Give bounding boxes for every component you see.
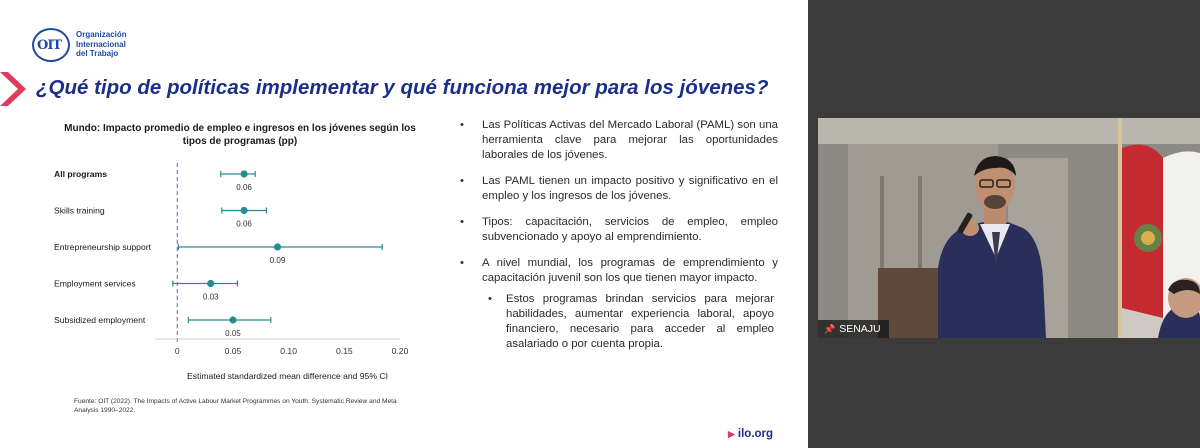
bullet-list	[458, 118, 778, 352]
category-label: Entrepreneurship support	[54, 242, 151, 252]
pin-icon: 📌	[824, 324, 836, 334]
value-label: 0.05	[225, 329, 241, 338]
category-label: Employment services	[54, 278, 136, 289]
chart-title: Mundo: Impacto promedio de empleo e ingresos en los jóvenes según los tipos de programas (pp)	[64, 123, 416, 147]
estimate-point	[274, 243, 281, 250]
value-label: 0.09	[269, 256, 286, 265]
participant-name-tag	[818, 320, 889, 338]
value-label: 0.06	[236, 183, 252, 192]
org-name-line: del Trabajo	[76, 49, 119, 58]
ilo-emblem-icon: OIT	[32, 28, 70, 62]
ilo-website-link[interactable]	[728, 428, 773, 440]
x-tick-label: 0.20	[391, 346, 409, 356]
org-name-line: Organización	[76, 30, 127, 39]
org-name-line: Internacional	[76, 39, 126, 49]
x-tick-label: 0.05	[224, 346, 242, 356]
x-tick-label: 0.10	[280, 346, 298, 356]
x-tick-label: 0.15	[335, 346, 353, 356]
x-tick-label: 0	[174, 346, 180, 356]
category-label: Skills training	[54, 205, 105, 216]
estimate-point	[229, 316, 236, 323]
bullet-item: • Las PAML tienen un impacto positivo y significativo en el empleo y los ingresos de los jóvenes.	[458, 174, 778, 204]
bullet-item: • Tipos: capacitación, servicios de empleo, empleo subvencionado y apoyo al emprendimiento.	[458, 215, 778, 245]
title-accent-chevron-icon	[0, 72, 32, 106]
estimate-point	[240, 207, 247, 214]
category-label: Subsidized employment	[54, 315, 146, 325]
value-label: 0.06	[236, 219, 252, 229]
x-axis-label: Estimated standardized mean difference and 95% CI	[187, 371, 388, 381]
bullet-item: • Las Políticas Activas del Mercado Laboral (PAML) son una herramienta clave para mejorar las oportunidades laborales de los jóvenes.	[458, 118, 778, 163]
source-note: Fuente: OIT (2022). The Impacts of Active Labour Market Programmes on Youth: Systematic Review and Meta Analysis 1990–2022.	[74, 398, 397, 414]
sub-bullet-item: • Estos programas brindan servicios para mejorar habilidades, aumentar experiencia laboral, apoyo financiero, necesario para acceder al empleo asalariado o por cuenta propia.	[506, 292, 774, 352]
estimate-point	[207, 280, 214, 287]
org-name	[76, 30, 127, 59]
chevron-right-icon: ▶	[728, 429, 735, 439]
estimate-point	[240, 170, 247, 177]
value-label: 0.03	[202, 292, 219, 302]
forest-plot-chart	[50, 155, 410, 387]
participant-video-tile[interactable]	[818, 118, 1200, 338]
video-feed-image	[818, 118, 1200, 338]
ilo-logo	[32, 28, 162, 68]
category-label: All programs	[54, 169, 108, 179]
participant-name: SENAJU	[839, 323, 881, 335]
slide-title: ¿Qué tipo de políticas implementar y qué funciona mejor para los jóvenes?	[36, 76, 769, 99]
ilo-website-link-text: ilo.org	[737, 428, 774, 440]
bullet-item: • A nivel mundial, los programas de emprendimiento y capacitación juvenil son los que tienen mayor impacto.	[458, 256, 778, 286]
